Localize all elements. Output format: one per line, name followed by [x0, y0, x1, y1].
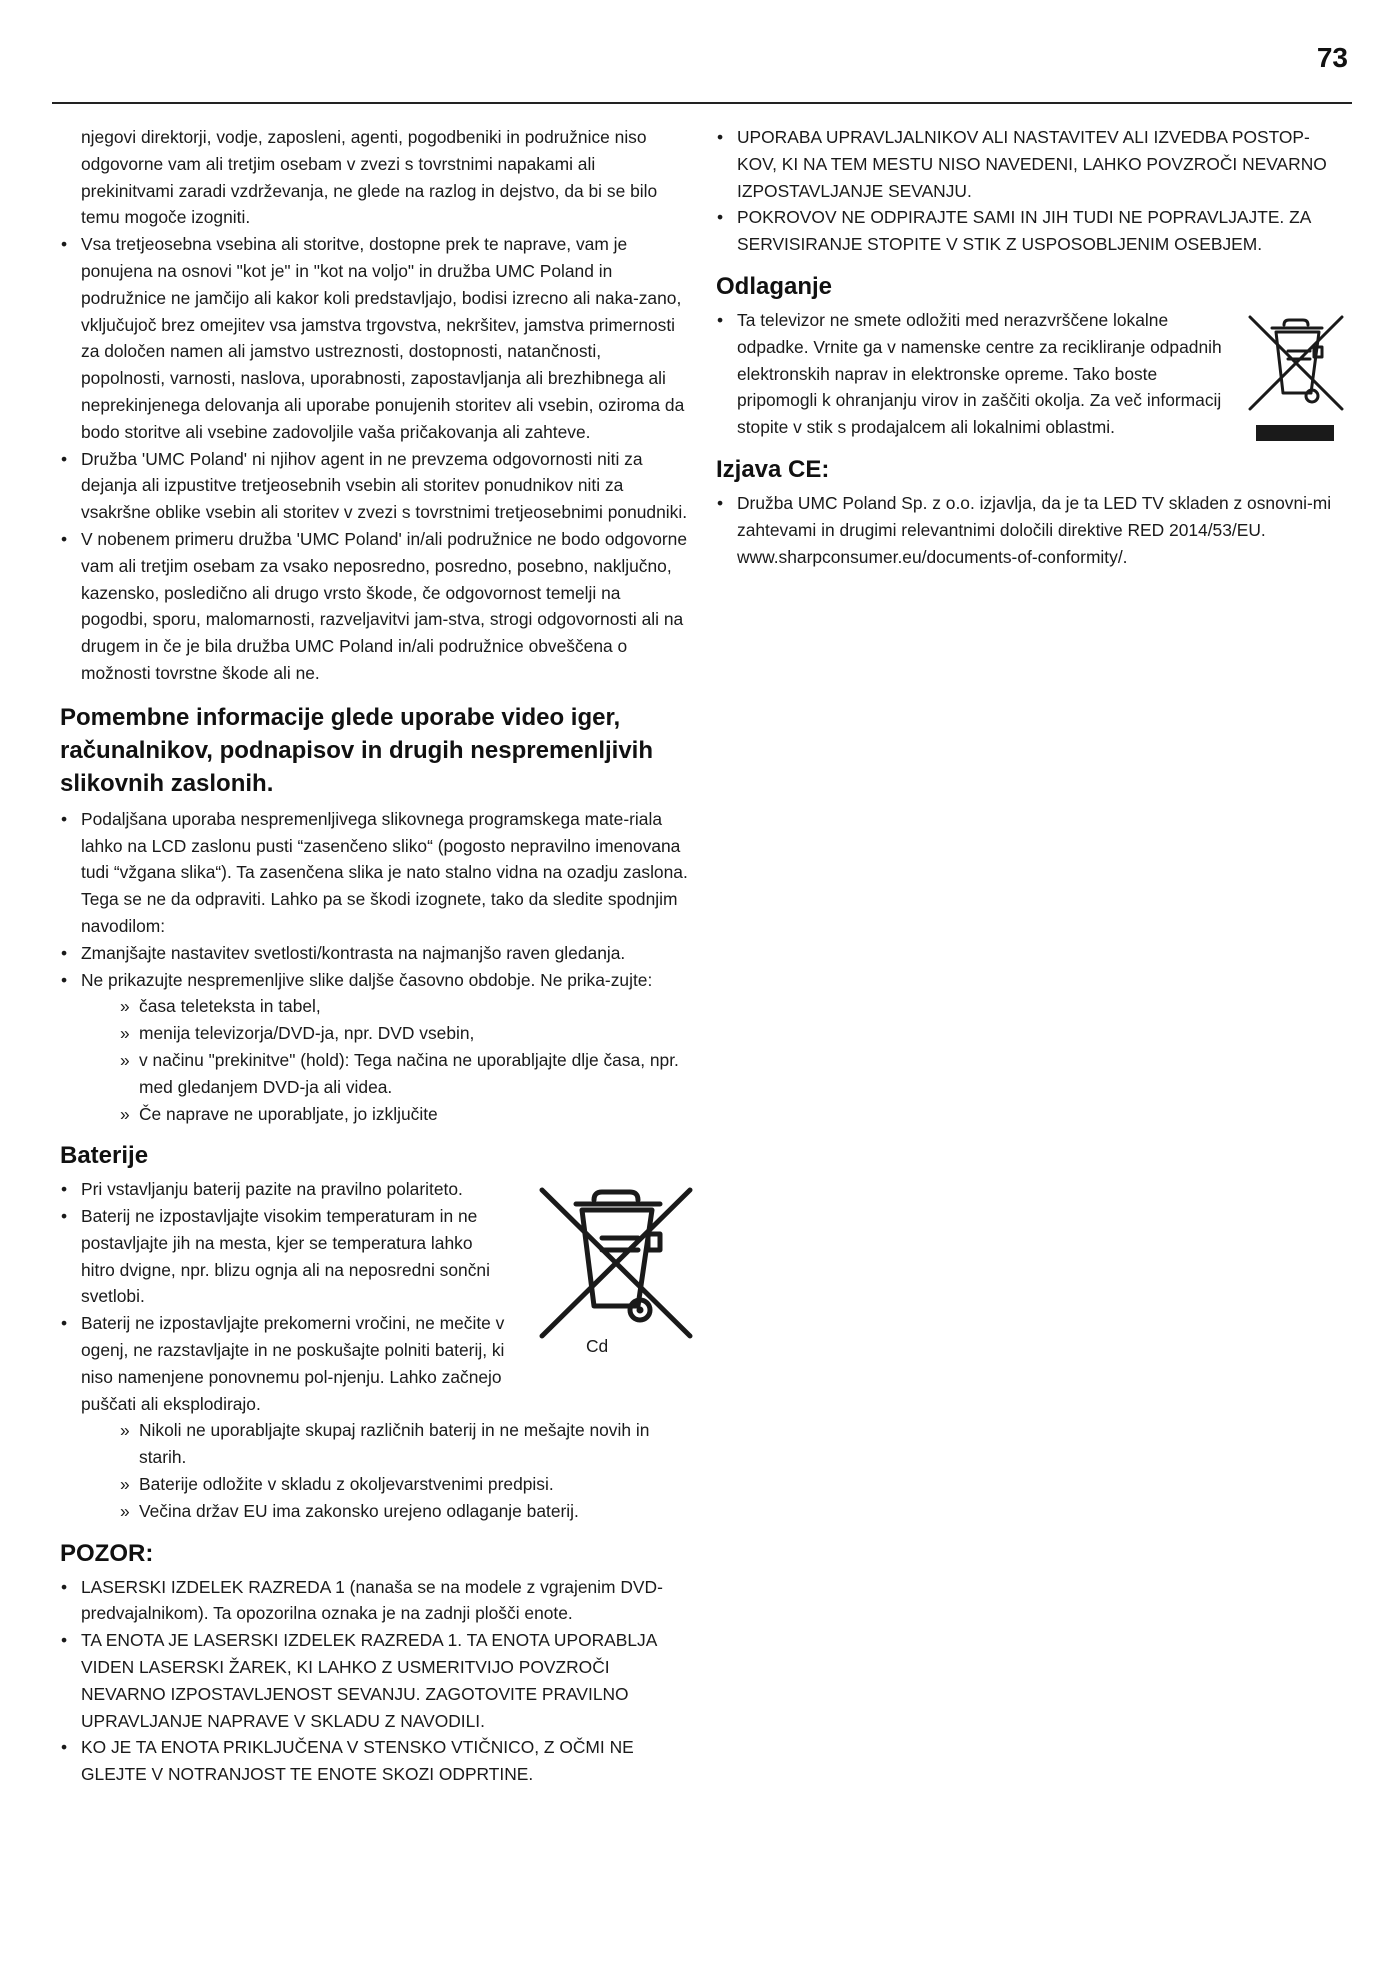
sub-list-item: » v načinu "prekinitve" (hold): Tega načina ne uporabljajte dlje časa, npr. med gledanjem DVD-ja ali videa.	[120, 1047, 690, 1101]
left-column	[60, 124, 690, 1788]
disposal-block	[716, 307, 1346, 441]
sub-list-item: » Baterije odložite v skladu z okoljevarstvenimi predpisi.	[120, 1471, 690, 1498]
batteries-list	[60, 1176, 510, 1417]
battery-icon-caption: Cd	[586, 1336, 609, 1357]
sub-list-item: » Če naprave ne uporabljate, jo izključite	[120, 1101, 690, 1128]
list-item: • Ta televizor ne smete odložiti med nerazvrščene lokalne odpadke. Vrnite ga v namenske centre za recikliranje odpadnih elektronskih naprav in elektronske opreme. Tako boste pripomogli k ohranjanju virov in zaščiti okolja. Za več informacij stopite v stik s prodajalcem ali lokalnimi oblastmi.	[716, 307, 1236, 441]
list-item: • Vsa tretjeosebna vsebina ali storitve, dostopne prek te naprave, vam je ponujena na osnovi "kot je" in "kot na voljo" in družba UMC Poland in podružnice ne jamčijo ali kakor koli predstavljajo, bodisi izrecno ali naka-zano, vključujoč brez omejitev vsa jamstva trgovstva, nekršitev, jamstva primernosti za določen namen ali jamstvo ustreznosti, dostopnosti, natančnosti, popolnosti, varnosti, naslova, uporabnosti, zapostavljanja ali brezhibnega ali neprekinjenega delovanja ali uporabe ponujenih storitev ali vsebin, oziroma da bodo storitve ali vsebine zadovoljile vaša pričakovanja ali zahteve.	[60, 231, 690, 445]
list-item: • Podaljšana uporaba nespremenljivega slikovnega programskega mate-riala lahko na LCD zaslonu pusti “zasenčeno sliko“ (pogosto nepravilno imenovana tudi “vžgana slika“). Ta zasenčena slika je nato stalno vidna na ozadju zaslona. Tega se ne da odpraviti. Lahko pa se škodi izognete, tako da sledite spodnjim navodilom:	[60, 806, 690, 940]
intro-continuation: njegovi direktorji, vodje, zaposleni, agenti, pogodbeniki in podružnice niso odgovorne vam ali tretjim osebam v zvezi s tovrstnimi napakami ali prekinitvami zaradi vzdrževanja, ne glede na razlog in dejstvo, da bi se bilo temu mogoče izogniti.	[81, 127, 658, 228]
sub-list-item: » Večina držav EU ima zakonsko urejeno odlaganje baterij.	[120, 1498, 690, 1525]
list-item: • Ne prikazujte nespremenljive slike daljše časovno obdobje. Ne prika-zujte:	[60, 967, 690, 994]
sub-list-item: » časa teleteksta in tabel,	[120, 993, 690, 1020]
list-item: • LASERSKI IZDELEK RAZREDA 1 (nanaša se na modele z vgrajenim DVD-predvajalnikom). Ta opozorilna oznaka je na zadnji plošči enote.	[60, 1574, 690, 1628]
crossed-bin-weee-icon	[1246, 311, 1346, 443]
caution-list	[60, 1574, 690, 1788]
disposal-heading: Odlaganje	[716, 272, 833, 300]
sub-list-item: » Nikoli ne uporabljajte skupaj različnih baterij in ne mešajte novih in starih.	[120, 1417, 690, 1471]
disposal-list	[716, 307, 1236, 441]
liability-list	[60, 231, 690, 687]
sub-list-item: » menija televizorja/DVD-ja, npr. DVD vsebin,	[120, 1020, 690, 1047]
list-item: • UPORABA UPRAVLJALNIKOV ALI NASTAVITEV ALI IZVEDBA POSTOP-KOV, KI NA TEM MESTU NISO NAVEDENI, LAHKO POVZROČI NEVARNO IZPOSTAVLJANJE SEVANJU.	[716, 124, 1346, 204]
list-item: • KO JE TA ENOTA PRIKLJUČENA V STENSKO VTIČNICO, Z OČMI NE GLEJTE V NOTRANJOST TE ENOTE SKOZI ODPRTINE.	[60, 1734, 690, 1788]
list-item: • TA ENOTA JE LASERSKI IZDELEK RAZREDA 1. TA ENOTA UPORABLJA VIDEN LASERSKI ŽAREK, KI LAHKO Z USMERITVIJO POVZROČI NEVARNO IZPOSTAVLJENOST SEVANJU. ZAGOTOVITE PRAVILNO UPRAVLJANJE NAPRAVE V SKLADU Z NAVODILI.	[60, 1627, 690, 1734]
list-item: • Družba 'UMC Poland' ni njihov agent in ne prevzema odgovornosti niti za dejanja ali izpustitve tretjeosebnih vsebin ali storitev ponudnikov niti za vsakršne oblike vsebin ali storitev v zvezi s tovrstnimi tretjeosebnimi ponudniki.	[60, 446, 690, 526]
video-list	[60, 806, 690, 994]
list-item: • Baterij ne izpostavljajte visokim temperaturam in ne postavljajte jih na mesta, kjer se temperatura lahko hitro dvigne, npr. blizu ognja ali na neposredni sončni svetlobi.	[60, 1203, 510, 1310]
caution-continued-list	[716, 124, 1346, 258]
caution-heading: POZOR:	[60, 1539, 154, 1567]
video-section-heading: Pomembne informacije glede uporabe video iger, računalnikov, podnapisov in drugih nespremenljivih slikovnih zaslonih.	[60, 703, 653, 797]
page-number: 73	[1316, 42, 1348, 73]
list-item: • Pri vstavljanju baterij pazite na pravilno polariteto.	[60, 1176, 510, 1203]
right-column	[716, 124, 1346, 570]
batteries-sublist	[60, 1417, 690, 1524]
header-rule	[52, 102, 1352, 104]
batteries-block	[60, 1176, 690, 1417]
batteries-heading: Baterije	[60, 1142, 149, 1170]
crossed-bin-battery-icon	[536, 1180, 696, 1358]
ce-list	[716, 490, 1346, 570]
video-sublist	[60, 993, 690, 1127]
list-item: • POKROVOV NE ODPIRAJTE SAMI IN JIH TUDI NE POPRAVLJAJTE. ZA SERVISIRANJE STOPITE V STIK Z USPOSOBLJENIM OSEBJEM.	[716, 204, 1346, 258]
list-item: • Družba UMC Poland Sp. z o.o. izjavlja, da je ta LED TV skladen z osnovni-mi zahtevami in drugimi relevantnimi določili direktive RED 2014/53/EU. www.sharpconsumer.eu/documents-of-conformity/.	[716, 490, 1346, 570]
ce-heading: Izjava CE:	[716, 455, 830, 483]
list-item: • Zmanjšajte nastavitev svetlosti/kontrasta na najmanjšo raven gledanja.	[60, 940, 690, 967]
list-item: • V nobenem primeru družba 'UMC Poland' in/ali podružnice ne bodo odgovorne vam ali tretjim osebam za vsako neposredno, posredno, posebno, naključno, kazensko, posledično ali drugo vrsto škode, če odgovornost temelji na pogodbi, sporu, malomarnosti, razveljavitvi jam-stva, strogi odgovornosti ali na drugem in če je bila družba UMC Poland in/ali podružnice obveščena o možnosti tovrstne škode ali ne.	[60, 526, 690, 687]
list-item: • Baterij ne izpostavljajte prekomerni vročini, ne mečite v ogenj, ne razstavljajte in ne poskušajte polniti baterij, ki niso namenjene ponovnemu pol-njenju. Lahko začnejo puščati ali eksplodirajo.	[60, 1310, 510, 1417]
